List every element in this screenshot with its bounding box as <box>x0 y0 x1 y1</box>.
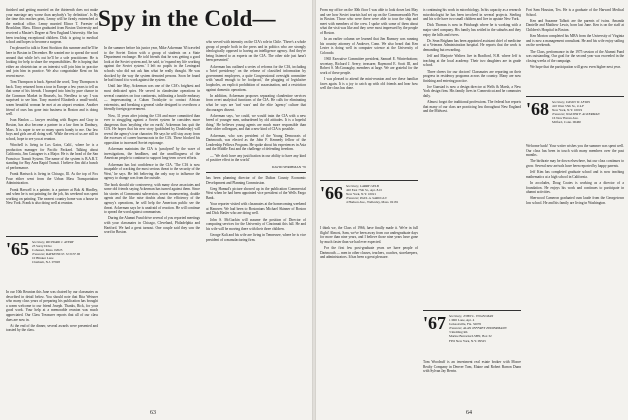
officer-line: Chatham, N.J. 07928 <box>32 260 60 265</box>
paragraph: In an earlier column we learned that Jim Rumsey was running his country attorney of Andover, Conn. We also heard that Ken Lester is doing well in computer science at the University of Colorado. <box>320 37 418 55</box>
officer-line: Secretary, JOHN L. VOGELMAN <box>449 314 494 318</box>
paragraph: who served with intensity on the CIA's role in Chile. 'There's a whole group of people both in the press and in politics who are strongly ideologically opposed to having an intelligence agency. And they're being listened to as experts on the CIA. The other side just hasn't been presented.' <box>206 40 306 63</box>
right-column-2 <box>423 8 521 308</box>
paragraph: Greg Hamud's picture showed up in the publication Commercial West when he had been appointed vice president of the Wells Fargo Bank. <box>206 186 306 200</box>
officer-line: 23 Surry Drive <box>32 244 52 249</box>
paragraph: In accolades, Doug Coates is working as a director of a foundation. He enjoys his work and continues to participate in alumni activities. <box>526 180 624 195</box>
officer-line: FPO New York, N.Y. 09525 <box>449 338 486 343</box>
left-page <box>0 0 312 420</box>
paragraph: — 'We don't have any justification in our ability to have any kind of positive effect in the world.' <box>206 153 306 163</box>
paragraph: From my office on the 30th floor I was able to look down last May and see how Soviet tourists had set up on the Commonwealth Pier in Boston. Those who were there were able to tour the ship and meet with members of the crew. I spoke with some of them about what the visit was like and they were most impressed by the people of Boston. <box>320 8 418 35</box>
officer-line: 410 West 55th St., # 4-F <box>552 104 585 109</box>
paragraph: In the summer before his junior year, Mike Ackerman '65 traveled to the Soviet Union with a group of students on a State Department exchange. He told friends that he was getting a good look at the Soviet system and, he said, to 'expand my life working against the Soviet system.' I left no pupils in the Leningrad schools who did not ask him what he really thought. He was shocked by the way the system demoted persons. Soon he found he had found it to work against the system. <box>104 46 200 83</box>
paragraph: I was pleased to attend the mini-reunion and see these familiar faces again. It is a joy to catch up with old friends and hear how well the class has done. <box>320 77 418 91</box>
paragraph: We hope that the participation will grow even higher next year. <box>530 64 621 69</box>
paragraph: Welcome back! Your writer wishes you the summer was spent well. Our class has been in touch with many members over the past months. <box>526 144 624 158</box>
paragraph: I think we, the Class of 1966, have finally made it. We're in full flight! Almost, Sam, we've been away from our undergraduate days for more than nine years, and I believe those nine years have gone by much faster than we had ever expected. <box>320 226 418 244</box>
left-column-1-bottom <box>6 290 98 406</box>
paragraph: Now, 31 years after joining the CIA and more committed than ever to struggling against a Soviet system he considers more dangerous than 'anything else on earth,' Ackerman has quit the CIA. He hopes that his new story (published by Doubleday) will reveal the agency's true character. He says he will stay away from the excesses of career bureaucrats in the CIA. These blocked his opposition to increased Soviet espionage. <box>104 113 200 146</box>
paragraph: Ackerman maintains the CIA is 'paralyzed' by the wave of investigations, the headlines, and the unwillingness of the American people to continue to support long-term covert efforts. <box>104 147 200 161</box>
paragraph: In addition, Ackerman proposes separating clandestine services from overt analytical functions of the CIA. He calls for eliminating what he says are 'turf wars' and the elite 'agency' culture that discourages dissent. <box>206 93 306 112</box>
paragraph: Ackerman, who was president of the Young Democrats of Dartmouth, was elected as the John F. Kennedy fellow of the Leadership Fellows Program. He spoke about his experiences in Asia and the Middle East and the challenge of defending freedom. <box>206 133 306 152</box>
paragraph: has been planning director of the Dalton County Economic Development and Planning Commission. <box>206 176 306 185</box>
officer-line: 16 New Haven Ave. <box>552 116 579 121</box>
paragraph: Almost forgot the traditional professions. The federal bar reports that many of our class are practicing law throughout New England and the Midwest. <box>423 100 521 114</box>
class-65-rule <box>6 236 98 237</box>
paragraph: finished and getting married on the thirteenth does not make your marriage any worse than anybody's 'by definition'. Is By the time this reaches print, Lenny will be firmly entrenched at the medical office. Lenny married Elinor T. Forester of Brookline, Mass. Elinor graduated from Boston University and received a Master's Degree at New England University. She has been teaching exceptional children. Dick is going to medical school and hopes to become a surgeon. <box>6 8 98 45</box>
right-column-1-bottom <box>320 226 418 406</box>
right-column-3-bottom <box>526 144 624 406</box>
paragraph: Fort Sam Houston, Tex. He is a graduate of the Harvard Medical School. <box>526 8 624 17</box>
article-title: Spy in the Cold— <box>98 6 276 31</box>
class-68-rule <box>526 96 624 97</box>
paragraph: The Class, performance in the 1975 session of the Alumni Fund was outstanding. Our goal for the second year was exceeded in the closing weeks of the campaign. <box>526 49 624 63</box>
article-byline: DAVID SHRIBMAN '76 <box>271 164 306 169</box>
paragraph: For the first few post-graduate years we have people of Dartmouth — men in other classes, teachers, coaches, storekeepers, and administrators. It has been a great pleasure. <box>320 245 418 260</box>
officer-line: Cohasset, Mass. 02025 <box>32 248 63 253</box>
officer-line: 10 Blinker Lane <box>32 256 54 261</box>
paragraph: Tom Woodruff is an investment real estate broker with Moore Realty Company in Denver Tom, Elaine and Robert Barron Dunn with Sylvan Jay Berrin. <box>423 360 521 374</box>
paragraph: The birthrate may be down elsewhere, but our class continues to grow. Several new arrivals have been reported by happy parents. <box>526 159 624 168</box>
class-65-header <box>6 236 98 286</box>
paragraph: Ackerman has outlined a series of reforms for the CIA, including a 'brief presidency' on the release of classified information by government employees, a quite Congressional oversight committee with 'small enough to be foolproof,' the plugging of legislative loopholes, an explicit prohibition of assassination, and a restriction against domestic operations. <box>206 64 306 92</box>
right-column-3 <box>526 8 624 94</box>
class-67-officers <box>449 314 507 343</box>
page-number-right: 64 <box>466 410 472 416</box>
officer-line: Treasurer, RAYMOND E. SCOTT III <box>32 252 80 257</box>
officer-line: 420 East 75th St., Apt. 8-D <box>346 188 382 193</box>
right-page <box>316 0 628 420</box>
paragraph: Ken Morton completed his MBA from the University of Virginia and is now a management consultant. He and his wife enjoy sailing on the weekends. <box>526 34 624 48</box>
left-column-1 <box>6 8 98 240</box>
paragraph: Dr. Sean Brigham has been appointed assistant chief of medicine at a Veterans Administration hospital. He reports that the work is demanding but rewarding. <box>423 38 521 52</box>
officer-line: Treasurer, PAUL A. SAROGLU <box>346 196 387 201</box>
paragraph: In our 10th Reunion this June was chaired by our classmates as described in detail below. You should note that Rita Weisner who many class years of preparing his publication has brought a warm welcome to our friend Joseph. Thanks, Rick, for your good work. Your help at a memorable reunion was much appreciated. Our Class Treasurer reports that all of our class dues are now in. <box>6 290 98 322</box>
class-66-header <box>320 180 418 222</box>
officer-line: 1 Mill Lane, Apt. 4 <box>449 318 475 323</box>
paragraph: Jeff and Marjorie Walters live in Bradford, N.H. where Jeff is teaching at the local academy. Their two daughters are in grade school. <box>423 54 521 68</box>
paragraph: Tom Thompson is back. Spread the word, Tony Thompson is back. Tony returned from a tour in Europe a few years to tell us that some of his friends. I bumped into him by pure chance in the Common Market in Brussels, ha. Needless to say I was surprised to see him. Tony married Elizabeth a small-world, warm beautiful woman he met at an airport reunion. Another friend of ours has gone into business in Boston and is doing well. <box>6 80 98 117</box>
paragraph: Joe Gunstad is now a design director at Wells & Marsh, a New York design firm. His family lives in Connecticut and he commutes daily. <box>423 84 521 99</box>
left-column-2 <box>104 46 200 406</box>
class-68-header <box>526 96 624 140</box>
officer-line: Treasurer, WALTER F. ACKERMAN <box>552 112 600 117</box>
paragraph: 1965 Executive Committee president, Samuel E. Winterbottom; secretary, Richard J. Avery; treasurer, Raymond E. Scott III, and Robert S. McConaughy, members at large. We are grateful for the work of these people. <box>320 57 418 75</box>
class-67-rule <box>423 310 521 311</box>
paragraph: Jeff Kim has completed graduate school and is now teaching mathematics at a high school in California. <box>526 170 624 179</box>
class-67-header <box>423 310 521 356</box>
right-column-2-bottom <box>423 360 521 406</box>
class-66-officers <box>346 184 398 204</box>
officer-line: Secretary, DAVID W. LEWIS <box>552 100 590 104</box>
paragraph: At the end of the dinner, several awards were presented and toasted by the class. <box>6 323 98 333</box>
paragraph: Three cheers for our doctors! Classmates are reporting on their progress in residency programs across the country. Many are now finishing and entering practice. <box>423 69 521 83</box>
paragraph: I'm pleased to talk to Kent Stockton this summer and he'll be here in Boston in December. He wanted me to spread the word around that while he's out he'll be a sole practitioner. He is looking for help to share the responsibilities. He is hoping that either an obstetrician or an internist will join him in practice and join him in practice. We also congratulate Kent on his recent move. <box>6 46 98 78</box>
class-65-officers <box>32 240 80 265</box>
officer-line: New York, N.Y. 10019 <box>552 108 583 113</box>
officer-line: 3 Redding Rd. <box>449 330 469 335</box>
officer-line: Secretary, LARRY GELB <box>346 184 379 188</box>
byline-rule <box>206 172 306 173</box>
paragraph: The book should stir controversy, with many close associates and some old friends saying Ackerman has turned against them. Since his stories of Communist subversion, secret maneuvering, double agents and the like raise doubts about the efficiency of the agency's operations, he will help the American public see the threat. Ackerman says he is unafraid of reaction. He will continue to spread the word against communism. <box>104 182 200 215</box>
officer-line: Marine Barracks/LSBN, Box 32 <box>449 334 492 339</box>
officer-line: Jacksonville, Fla. 32076 <box>449 322 482 327</box>
paragraph: John S. McGuckin will assume the position of Director of computing services for the University of Cincinnati this fall. He and his wife will be moving there with their three children. <box>206 217 306 231</box>
class-66-rule <box>320 180 418 181</box>
paragraph: Frank Hartsock is living in Chicago, Ill. As the top of Fox Four either went from the Urban Mass Transportation Administration. <box>6 172 98 186</box>
right-column-1 <box>320 8 418 178</box>
paragraph: George Kalt and his wife are living in Tennessee, where he is vice president of a manufacturing firm. <box>206 232 306 242</box>
class-66-number: '66 <box>320 183 344 203</box>
paragraph: is continuing his work in microbiology. In his capacity as a research microbiologist he has been involved in several projects. Sterling and his wife have two small children and live in upstate New York. <box>423 8 521 22</box>
paragraph: Ackerman has lost confidence in the CIA. 'The CIA is now incapable of cracking the most serious threat to the security of the West,' he says. He left believing the only way to influence the agency to change was from the outside. <box>104 162 200 181</box>
class-67-number: '67 <box>423 313 447 333</box>
class-68-officers <box>552 100 600 125</box>
officer-line: 4 Hudson Ave., Wellesley, Mass. 02181 <box>346 200 399 205</box>
officer-line: Treasurer, ALAN JEFFREY ZINNERMANN <box>449 326 507 331</box>
paragraph: Winchell is living in Los Gatos, Calif., where he is a production manager for Pacific Packard. Talking about California, Jim Castagner is a Major. He is the head of the San Francisco Transit System. The name of the system is B.A.R.T. standing for Bay Area Rapid Transit. I believe Jim did a bunch of performance. <box>6 143 98 170</box>
paragraph: Ackerman says, 'we could, we would train the CIA with a new breed of younger men, unburdened by old attitudes. It is a hopeful thing.' He believes young agents are much more responsible than their older colleagues, and that a new kind of CIA is possible. <box>206 113 306 132</box>
paragraph: Until late May, Ackerman was one of the CIA's brightest and most dedicated spies. He served in clandestine operations in several countries on four continents, infiltrating a hostile embassy — impersonating a Cuban Trotskyite to contact African extremists, and breaking a general strike designed to overthrow a friendly foreign government. <box>104 84 200 112</box>
officer-line: New York, N.Y. 10021 <box>346 192 377 197</box>
paragraph: Sherwood Cameron graduated cum laude from the Georgetown law school. He and his family are living in Washington. <box>526 196 624 205</box>
left-column-3 <box>206 40 306 406</box>
paragraph: Your reporter visited with classmates at the homecoming weekend at Hanover. We had been to Bostonians Michael Skinner of Boston and Dick Hasler who are doing well. <box>206 202 306 216</box>
paragraph: During the Alumni Fund drive several of you reported meetings with your classmates in Chicago, Cleveland, Philadelphia and Hartford. We had a great turnout. One couple said they saw the word in Boston. <box>104 216 200 235</box>
class-68-number: '68 <box>526 99 550 119</box>
paragraph: Dick Thomas is now in Pittsburgh where he is working with a major steel company. His family has settled in the suburbs and they enjoy the hills and rivers. <box>423 23 521 37</box>
officer-line: Milford, Conn. 06460 <box>552 120 581 125</box>
paragraph: Frank Haswell is a painter, is a partner at Bok & Hindley, and when he is not painting for the job, his weekend was spent working on painting. The nearest country home was a house in New York. Frank is also doing well at reunion. <box>6 187 98 206</box>
officer-line: Secretary, RICHARD J. AVERY <box>32 240 74 244</box>
paragraph: Ivan Hanlon — lawyer residing with Rogers and Gray in Boston, has also become a partner in a law firm in Danbury, Mass. It is super to see so many sports handy to me. Our law boys and girls are all doing well. While the rest of us are still in school, hope to see you at reunion. <box>6 118 98 141</box>
page-number-left: 63 <box>150 410 156 416</box>
paragraph: Ken and Suzanne Talbott are the parents of twins. Amanda Danielle and Matthew Lewis, born last June. Ken is on the staff at Children's Hospital in Boston. <box>526 18 624 32</box>
class-65-number: '65 <box>6 239 30 259</box>
